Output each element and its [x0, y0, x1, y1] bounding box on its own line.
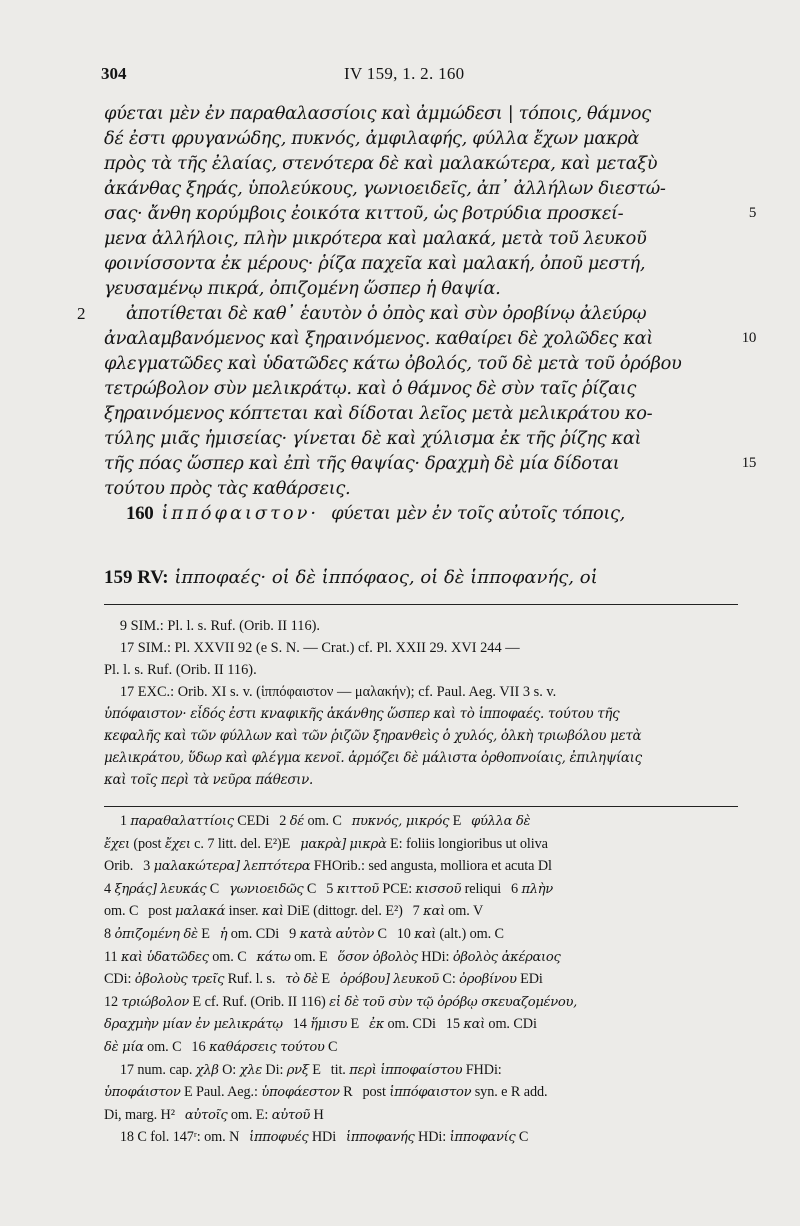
apparatus-note: Di, marg. H² [104, 1106, 175, 1123]
text-line-content: τύλης μιᾶς ἡμισείας· γίνεται δὲ καὶ χύλισμα ἐκ τῆς ῥίζης καὶ [104, 428, 642, 449]
line-number: 5 [748, 205, 756, 221]
testimonia-line: καὶ τοῖς περὶ τὰ νεῦρα πάθεσιν. [104, 772, 313, 788]
apparatus-greek: λευκάς [160, 881, 207, 897]
apparatus-note: 6 [511, 880, 522, 897]
line-number: 10 [741, 330, 756, 346]
apparatus-greek: δέ [289, 814, 305, 829]
text-line-content: σας· ἄνθη κορύμβοις ἐοικότα κιττοῦ, ὡς βοτρύδια προσκεί- [104, 203, 624, 224]
chapter-159-number: 159 RV: [104, 567, 169, 588]
text-line-content: δέ ἐστι φρυγανώδης, πυκνός, ἀμφιλαφής, φύλλα ἔχων μακρὰ [104, 128, 640, 149]
text-line-content: φοινίσσοντα ἐκ μέρους· ῥίζα παχεῖα καὶ μαλακή, ὀποῦ μεστή, [104, 253, 646, 274]
apparatus-greek: μαλακώτερα] [153, 859, 240, 875]
chapter-160-number: 160 [126, 503, 154, 524]
apparatus-note: 9 [289, 925, 300, 942]
apparatus-note: E cf. Ruf. (Orib. II 116) [189, 993, 330, 1010]
text-line-content: τούτου πρὸς τὰς καθάρσεις. [104, 478, 351, 499]
apparatus-greek: ἱπποφανίς [449, 1130, 516, 1146]
apparatus-greek: πλὴν [521, 881, 553, 897]
text-line-content: ἀκάνθας ξηράς, ὑπολεύκους, γωνιοειδεῖς, ἀπ᾽ ἀλλήλων διεστώ- [104, 178, 666, 199]
apparatus-line [104, 855, 738, 878]
apparatus-note: 5 [326, 880, 337, 897]
apparatus-greek: ἱπποφυές [249, 1130, 309, 1146]
apparatus-greek: ἱππόφαιστον [389, 1085, 472, 1101]
text-line [104, 426, 716, 451]
apparatus-greek: καθάρσεις τούτου [208, 1039, 325, 1055]
text-line-content: ξηραινόμενος κόπτεται καὶ δίδοται λεῖος μετὰ μελικράτου κο- [104, 403, 653, 424]
apparatus-note: E [197, 925, 210, 942]
chapter-159-text: ἱπποφαές· οἱ δὲ ἱππόφαος, οἱ δὲ ἱπποφανής, οἱ [174, 567, 598, 588]
apparatus-note: 15 [445, 1016, 464, 1033]
apparatus-note: post [148, 903, 176, 920]
apparatus-note: 1 [119, 813, 131, 829]
apparatus-greek: μαλακά [175, 904, 226, 920]
text-line-content: τετρώβολον σὺν μελικράτῳ. καὶ ὁ θάμνος δὲ σὺν ταῖς ῥίζαις [104, 378, 636, 399]
apparatus-greek: καὶ [423, 904, 445, 920]
apparatus-greek: καὶ [261, 904, 284, 920]
apparatus-greek: ὅσον ὀβολὸς [337, 949, 418, 965]
apparatus-greek: ὀροβίνου [459, 972, 517, 988]
page-header [0, 64, 800, 88]
apparatus-note: E [317, 971, 330, 988]
apparatus-note: Orib. [104, 858, 134, 875]
apparatus-note: EDi [516, 971, 543, 988]
apparatus-note: 12 [104, 993, 122, 1010]
text-line [104, 201, 756, 226]
divider-rule [104, 806, 738, 807]
apparatus-note: C [515, 1129, 529, 1146]
testimonia-line: ὑπόφαιστον· εἶδός ἐστι κναφικῆς ἀκάνθης ὥσπερ καὶ τὸ ἱπποφαές. τούτου τῆς [104, 706, 620, 722]
apparatus-greek: αὐτοῖς [184, 1107, 228, 1123]
text-line-content: φύεται μὲν ἐν παραθαλασσίοις καὶ ἀμμώδεσι | τόποις, θάμνος [104, 103, 651, 124]
apparatus-greek: ὀβολοὺς τρεῖς [134, 972, 225, 988]
apparatus-note: C: [438, 971, 460, 988]
apparatus-greek: ὑποφάεστον [261, 1085, 340, 1101]
apparatus-note: 14 [292, 1016, 311, 1033]
apparatus-note: 18 C fol. 147ʳ: om. N [119, 1129, 240, 1146]
apparatus-greek: κατὰ αὐτὸν [299, 926, 374, 942]
apparatus-note: C [324, 1038, 338, 1055]
apparatus-note: 17 num. cap. [119, 1061, 196, 1078]
apparatus-note: om. C [143, 1038, 182, 1055]
apparatus-note: E [347, 1016, 360, 1033]
text-line-content: ἀναλαμβανόμενος καὶ ξηραινόμενος. καθαίρει δὲ χολῶδες καὶ [104, 328, 653, 349]
text-line [104, 376, 716, 401]
apparatus-note: 10 [396, 925, 415, 942]
apparatus-line [104, 1013, 738, 1036]
apparatus-greek: καὶ [463, 1017, 485, 1033]
divider-rule [104, 604, 738, 605]
apparatus-note: R [339, 1084, 353, 1101]
apparatus-greek: καὶ ὑδατῶδες [120, 949, 209, 965]
chapter-159-line [104, 565, 716, 591]
main-text [77, 101, 756, 526]
apparatus-note: H [310, 1106, 324, 1123]
apparatus-line [104, 900, 738, 923]
apparatus-greek: ἔχει [104, 836, 130, 852]
apparatus-line [104, 923, 738, 946]
apparatus-line [104, 810, 738, 833]
apparatus-note: E: foliis longioribus ut oliva [386, 835, 548, 852]
apparatus-note: E [308, 1061, 321, 1078]
apparatus-note: syn. e R add. [471, 1084, 548, 1101]
apparatus-greek: πυκνός, μικρός [351, 814, 450, 829]
apparatus-greek: ἔχει [164, 836, 191, 852]
text-line [77, 301, 716, 326]
text-line [104, 451, 756, 476]
apparatus-note: 7 [412, 903, 424, 920]
text-line [104, 101, 716, 126]
apparatus-note: (post [129, 835, 165, 852]
apparatus-greek: ἱπποφανής [346, 1130, 415, 1146]
apparatus-line [104, 968, 738, 991]
apparatus-note: E Paul. Aeg.: [180, 1084, 262, 1101]
testimonia [104, 615, 744, 791]
apparatus-greek: περὶ ἱπποφαίστου [349, 1062, 463, 1078]
apparatus-note: 4 [104, 880, 115, 897]
apparatus-greek: ἥμισυ [310, 1017, 348, 1033]
apparatus-greek: λευκοῦ [393, 972, 439, 988]
apparatus-greek: κισσοῦ [415, 881, 462, 897]
apparatus-note: FHDi: [462, 1061, 502, 1078]
critical-apparatus [104, 810, 744, 1149]
apparatus-greek: τὸ δὲ [285, 972, 318, 988]
apparatus-note: tit. [330, 1061, 350, 1078]
apparatus-note: 2 [279, 813, 290, 829]
apparatus-note: om. CDi [383, 1016, 436, 1033]
apparatus-greek: εἰ δὲ [329, 994, 359, 1010]
running-head: IV 159, 1. 2. 160 [344, 64, 465, 83]
apparatus-greek: καὶ [414, 926, 436, 942]
apparatus-line [104, 1036, 738, 1059]
apparatus-note: E [449, 813, 462, 829]
apparatus-note: DiE (dittogr. del. E²) [283, 903, 403, 920]
apparatus-note: c. 7 litt. del. E²)E [190, 835, 291, 852]
testimonia-line: Pl. l. s. Ruf. (Orib. II 116). [104, 662, 257, 678]
apparatus-note: PCE: [378, 880, 416, 897]
section-number: 2 [77, 304, 86, 323]
apparatus-greek: ρνξ [286, 1062, 309, 1078]
apparatus-greek: ξηράς] [114, 881, 157, 897]
apparatus-greek: ὑποφάιστον [104, 1085, 181, 1101]
chapter-160-heading: ἱππόφαιστον· [161, 503, 320, 524]
apparatus-line [104, 1104, 738, 1127]
apparatus-note: HDi: [417, 948, 453, 965]
text-line [104, 401, 716, 426]
apparatus-line [104, 833, 738, 856]
apparatus-line [104, 1059, 738, 1082]
apparatus-greek: παραθαλαττίοις [130, 814, 234, 829]
apparatus-note: om. E: [227, 1106, 272, 1123]
apparatus-note: 3 [143, 858, 154, 875]
apparatus-note: HDi: [414, 1129, 450, 1146]
line-number: 15 [741, 455, 756, 471]
apparatus-greek: ἐκ [369, 1017, 384, 1033]
apparatus-greek: αὐτοῦ [271, 1107, 311, 1123]
testimonia-line: 17 EXC.: Orib. XI s. v. (ἱππόφαιστον — μαλακήν); cf. Paul. Aeg. VII 3 s. v. [119, 684, 557, 700]
apparatus-greek: ἡ [219, 926, 228, 942]
apparatus-greek: γωνιοειδῶς [229, 881, 304, 897]
apparatus-note: C [373, 925, 387, 942]
text-line [104, 176, 716, 201]
apparatus-note: post [362, 1084, 390, 1101]
apparatus-note: C [206, 880, 220, 897]
apparatus-note: om. V [444, 903, 484, 920]
apparatus-note: C [303, 880, 317, 897]
text-line [104, 126, 716, 151]
apparatus-line [104, 946, 738, 969]
apparatus-note: om. C [304, 813, 342, 829]
apparatus-note: Ruf. l. s. [224, 971, 276, 988]
apparatus-greek: ὀπιζομένη δὲ [114, 926, 198, 942]
apparatus-note: Di: [261, 1061, 287, 1078]
text-line [104, 351, 716, 376]
apparatus-line [104, 991, 738, 1014]
testimonia-line: 9 SIM.: Pl. l. s. Ruf. (Orib. II 116). [119, 618, 321, 634]
text-line [104, 226, 716, 251]
apparatus-greek: τοῦ σὺν τῷ ὀρόβῳ σκευαζομένου, [362, 994, 577, 1010]
apparatus-note: (alt.) om. C [435, 925, 504, 942]
chapter-160-line [104, 501, 716, 526]
apparatus-greek: φύλλα δὲ [471, 814, 531, 829]
apparatus-greek: μακρὰ] [300, 836, 346, 852]
text-line [104, 151, 716, 176]
apparatus-note: inser. [225, 903, 262, 920]
apparatus-note: CEDi [233, 813, 270, 829]
apparatus-note: 16 [191, 1038, 209, 1055]
testimonia-line: κεφαλῆς καὶ τῶν φύλλων καὶ τῶν ῥιζῶν ξηρανθεὶς ὁ χυλός, ὁλκὴ τριωβόλου μετὰ [104, 728, 642, 744]
apparatus-line [104, 878, 738, 901]
text-line [104, 476, 716, 501]
apparatus-greek: κάτω [256, 949, 291, 965]
apparatus-line [104, 1081, 738, 1104]
apparatus-greek: λεπτότερα [243, 859, 311, 875]
page-number: 304 [101, 64, 127, 83]
testimonia-line: 17 SIM.: Pl. XXVII 92 (e S. N. — Crat.) cf. Pl. XXII 29. XVI 244 — [119, 640, 520, 656]
apparatus-greek: κιττοῦ [336, 881, 379, 897]
text-line [104, 276, 716, 301]
apparatus-note: CDi: [104, 971, 135, 988]
apparatus-note: om. C [104, 903, 139, 920]
apparatus-note: O: [218, 1061, 240, 1078]
text-line [104, 326, 756, 351]
apparatus-greek: τριώβολον [121, 994, 190, 1010]
text-line-content: ἀποτίθεται δὲ καθ᾽ ἑαυτὸν ὁ ὀπὸς καὶ σὺν ὀροβίνῳ ἀλεύρῳ [126, 303, 647, 324]
apparatus-greek: δὲ μία [104, 1039, 144, 1055]
apparatus-greek: ὀρόβου] [339, 972, 390, 988]
text-line-content: φλεγματῶδες καὶ ὑδατῶδες κάτω ὀβολός, τοῦ δὲ μετὰ τοῦ ὀρόβου [104, 353, 682, 374]
apparatus-note: FHOrib.: sed angusta, molliora et acuta Dl [310, 858, 552, 875]
text-line [104, 251, 716, 276]
apparatus-note: om. CDi [484, 1016, 537, 1033]
testimonia-line: μελικράτου, ὕδωρ καὶ φλέγμα κενοῖ. ἁρμόζει δὲ μάλιστα ὀρθοπνοίαις, ἐπιληψίαις [104, 750, 642, 766]
apparatus-note: om. C [208, 948, 247, 965]
text-line-content: πρὸς τὰ τῆς ἐλαίας, στενότερα δὲ καὶ μαλακώτερα, καὶ μεταξὺ [104, 153, 658, 174]
apparatus-note: 11 [104, 948, 121, 965]
apparatus-note: om. E [290, 948, 328, 965]
text-line-content: γευσαμένῳ πικρά, ὀπιζομένη ὥσπερ ἡ θαψία. [104, 278, 501, 299]
apparatus-line [104, 1126, 738, 1149]
apparatus-greek: δραχμὴν μίαν ἐν μελικράτῳ [104, 1017, 283, 1033]
text-line-content: μενα ἀλλήλοις, πλὴν μικρότερα καὶ μαλακά, μετὰ τοῦ λευκοῦ [104, 228, 647, 249]
apparatus-note: HDi [308, 1129, 337, 1146]
apparatus-greek: χλε [239, 1062, 262, 1078]
apparatus-greek: μικρὰ [349, 836, 387, 852]
apparatus-note: om. CDi [227, 925, 280, 942]
text-line-content: τῆς πόας ὥσπερ καὶ ἐπὶ τῆς θαψίας· δραχμὴ δὲ μία δίδοται [104, 453, 620, 474]
apparatus-greek: ὀβολὸς ἀκέραιος [452, 949, 561, 965]
chapter-160-text: φύεται μὲν ἐν τοῖς αὐτοῖς τόποις, [331, 503, 625, 524]
apparatus-note: reliqui [461, 880, 502, 897]
apparatus-note: 8 [104, 925, 115, 942]
apparatus-greek: χλβ [195, 1062, 219, 1078]
